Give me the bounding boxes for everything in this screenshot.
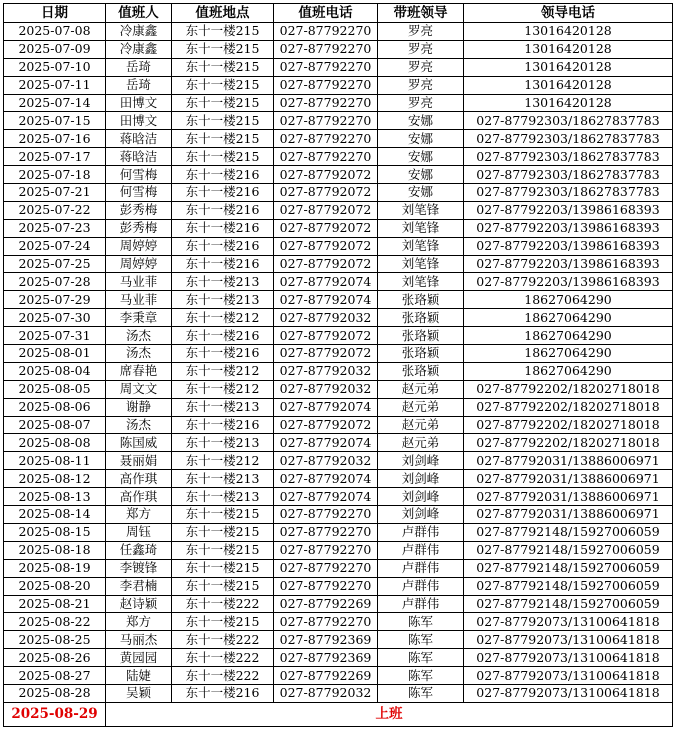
cell-duty-phone: 027-87792270	[274, 58, 378, 76]
cell-leader: 卢群伟	[378, 595, 464, 613]
table-row	[4, 559, 673, 577]
cell-duty-person: 聂丽娟	[106, 452, 172, 470]
cell-duty-phone: 027-87792369	[274, 631, 378, 649]
cell-date: 2025-07-21	[4, 184, 106, 202]
cell-date: 2025-08-12	[4, 470, 106, 488]
cell-leader: 张珞颖	[378, 362, 464, 380]
table-row	[4, 380, 673, 398]
cell-date: 2025-08-18	[4, 541, 106, 559]
cell-duty-person: 田博文	[106, 94, 172, 112]
cell-date: 2025-07-24	[4, 237, 106, 255]
cell-date: 2025-08-25	[4, 631, 106, 649]
cell-duty-location: 东十一楼213	[172, 273, 274, 291]
cell-leader-phone: 13016420128	[464, 23, 673, 41]
cell-duty-phone: 027-87792072	[274, 327, 378, 345]
cell-duty-location: 东十一楼212	[172, 380, 274, 398]
cell-date: 2025-07-16	[4, 130, 106, 148]
cell-duty-location: 东十一楼222	[172, 667, 274, 685]
cell-date: 2025-07-10	[4, 58, 106, 76]
cell-leader: 安娜	[378, 112, 464, 130]
cell-leader-phone: 027-87792203/13986168393	[464, 237, 673, 255]
cell-leader-phone: 027-87792031/13886006971	[464, 470, 673, 488]
cell-leader: 陈军	[378, 667, 464, 685]
table-row	[4, 201, 673, 219]
cell-leader-phone: 027-87792073/13100641818	[464, 667, 673, 685]
cell-duty-person: 汤杰	[106, 416, 172, 434]
cell-duty-location: 东十一楼216	[172, 166, 274, 184]
cell-duty-location: 东十一楼215	[172, 94, 274, 112]
cell-date: 2025-07-17	[4, 148, 106, 166]
cell-leader-phone: 027-87792031/13886006971	[464, 488, 673, 506]
cell-leader: 赵元弟	[378, 380, 464, 398]
cell-duty-person: 吴颖	[106, 684, 172, 702]
table-row	[4, 649, 673, 667]
cell-duty-location: 东十一楼215	[172, 40, 274, 58]
cell-duty-phone: 027-87792270	[274, 541, 378, 559]
cell-leader-phone: 027-87792148/15927006059	[464, 541, 673, 559]
cell-leader-phone: 027-87792202/18202718018	[464, 398, 673, 416]
header-duty-phone: 值班电话	[274, 4, 378, 23]
cell-leader-phone: 13016420128	[464, 94, 673, 112]
cell-duty-person: 李君楠	[106, 577, 172, 595]
cell-leader: 罗亮	[378, 40, 464, 58]
cell-leader: 刘笔锋	[378, 273, 464, 291]
cell-duty-phone: 027-87792270	[274, 523, 378, 541]
cell-duty-person: 郑方	[106, 506, 172, 524]
table-row	[4, 684, 673, 702]
cell-leader-phone: 13016420128	[464, 58, 673, 76]
table-row	[4, 523, 673, 541]
cell-leader-phone: 027-87792148/15927006059	[464, 595, 673, 613]
cell-duty-location: 东十一楼215	[172, 76, 274, 94]
header-leader: 带班领导	[378, 4, 464, 23]
cell-duty-location: 东十一楼215	[172, 559, 274, 577]
cell-leader: 赵元弟	[378, 398, 464, 416]
cell-date: 2025-08-21	[4, 595, 106, 613]
table-row	[4, 291, 673, 309]
cell-date: 2025-08-08	[4, 434, 106, 452]
table-row	[4, 237, 673, 255]
cell-leader-phone: 027-87792202/18202718018	[464, 434, 673, 452]
cell-duty-phone: 027-87792270	[274, 112, 378, 130]
cell-leader: 安娜	[378, 166, 464, 184]
cell-date: 2025-08-19	[4, 559, 106, 577]
cell-duty-location: 东十一楼215	[172, 148, 274, 166]
cell-leader-phone: 027-87792303/18627837783	[464, 130, 673, 148]
cell-date: 2025-08-22	[4, 613, 106, 631]
cell-duty-person: 马业菲	[106, 273, 172, 291]
cell-leader-phone: 027-87792148/15927006059	[464, 577, 673, 595]
table-row	[4, 309, 673, 327]
cell-duty-phone: 027-87792074	[274, 291, 378, 309]
cell-duty-phone: 027-87792032	[274, 684, 378, 702]
cell-duty-phone: 027-87792032	[274, 380, 378, 398]
cell-leader: 刘笔锋	[378, 201, 464, 219]
cell-duty-person: 彭秀梅	[106, 219, 172, 237]
cell-leader-phone: 027-87792202/18202718018	[464, 416, 673, 434]
cell-duty-location: 东十一楼216	[172, 684, 274, 702]
cell-duty-location: 东十一楼212	[172, 452, 274, 470]
cell-leader: 张珞颖	[378, 345, 464, 363]
cell-duty-person: 郑方	[106, 613, 172, 631]
table-row	[4, 94, 673, 112]
cell-date: 2025-07-09	[4, 40, 106, 58]
cell-duty-phone: 027-87792270	[274, 148, 378, 166]
cell-duty-person: 高作琪	[106, 470, 172, 488]
cell-leader: 卢群伟	[378, 541, 464, 559]
table-row	[4, 40, 673, 58]
cell-duty-phone: 027-87792074	[274, 398, 378, 416]
cell-duty-person: 黄园园	[106, 649, 172, 667]
cell-duty-phone: 027-87792074	[274, 273, 378, 291]
table-row	[4, 577, 673, 595]
cell-leader-phone: 027-87792203/13986168393	[464, 201, 673, 219]
cell-duty-person: 蒋晗洁	[106, 148, 172, 166]
cell-date: 2025-08-04	[4, 362, 106, 380]
cell-duty-person: 李秉章	[106, 309, 172, 327]
cell-duty-location: 东十一楼213	[172, 488, 274, 506]
cell-duty-person: 马丽杰	[106, 631, 172, 649]
cell-duty-location: 东十一楼215	[172, 577, 274, 595]
cell-duty-location: 东十一楼222	[172, 649, 274, 667]
cell-duty-phone: 027-87792032	[274, 309, 378, 327]
cell-duty-location: 东十一楼215	[172, 523, 274, 541]
cell-duty-phone: 027-87792270	[274, 76, 378, 94]
cell-leader: 陈军	[378, 631, 464, 649]
cell-leader-phone: 13016420128	[464, 40, 673, 58]
cell-duty-phone: 027-87792072	[274, 184, 378, 202]
cell-duty-person: 岳琦	[106, 58, 172, 76]
table-row	[4, 76, 673, 94]
cell-leader: 卢群伟	[378, 577, 464, 595]
cell-duty-person: 马业菲	[106, 291, 172, 309]
cell-duty-person: 李镀锋	[106, 559, 172, 577]
cell-date: 2025-07-18	[4, 166, 106, 184]
cell-duty-location: 东十一楼216	[172, 219, 274, 237]
footer-row	[4, 702, 673, 726]
cell-duty-phone: 027-87792269	[274, 595, 378, 613]
cell-date: 2025-07-22	[4, 201, 106, 219]
cell-duty-phone: 027-87792270	[274, 40, 378, 58]
header-date: 日期	[4, 4, 106, 23]
cell-leader: 张珞颖	[378, 309, 464, 327]
cell-date: 2025-08-15	[4, 523, 106, 541]
cell-leader-phone: 027-87792303/18627837783	[464, 166, 673, 184]
cell-leader-phone: 027-87792203/13986168393	[464, 273, 673, 291]
cell-leader-phone: 13016420128	[464, 76, 673, 94]
table-row	[4, 130, 673, 148]
table-row	[4, 166, 673, 184]
cell-leader: 刘剑峰	[378, 506, 464, 524]
cell-leader: 罗亮	[378, 58, 464, 76]
cell-duty-phone: 027-87792270	[274, 577, 378, 595]
cell-duty-location: 东十一楼215	[172, 541, 274, 559]
table-row	[4, 434, 673, 452]
cell-date: 2025-07-08	[4, 23, 106, 41]
cell-leader: 赵元弟	[378, 434, 464, 452]
cell-duty-person: 周钰	[106, 523, 172, 541]
cell-date: 2025-08-27	[4, 667, 106, 685]
footer-date: 2025-08-29	[4, 702, 106, 726]
cell-leader: 罗亮	[378, 76, 464, 94]
cell-duty-phone: 027-87792074	[274, 488, 378, 506]
table-row	[4, 255, 673, 273]
cell-duty-phone: 027-87792072	[274, 166, 378, 184]
cell-duty-location: 东十一楼212	[172, 362, 274, 380]
cell-date: 2025-08-01	[4, 345, 106, 363]
table-row	[4, 416, 673, 434]
table-row	[4, 23, 673, 41]
cell-leader: 陈军	[378, 613, 464, 631]
cell-duty-location: 东十一楼216	[172, 201, 274, 219]
cell-duty-phone: 027-87792072	[274, 255, 378, 273]
cell-leader: 刘剑峰	[378, 488, 464, 506]
cell-leader-phone: 027-87792203/13986168393	[464, 255, 673, 273]
header-duty-person: 值班人	[106, 4, 172, 23]
cell-duty-phone: 027-87792032	[274, 452, 378, 470]
schedule-rows	[4, 23, 673, 703]
cell-leader-phone: 18627064290	[464, 327, 673, 345]
table-row	[4, 398, 673, 416]
cell-duty-person: 何雪梅	[106, 184, 172, 202]
cell-duty-person: 周文文	[106, 380, 172, 398]
cell-leader: 卢群伟	[378, 559, 464, 577]
cell-leader: 陈军	[378, 649, 464, 667]
cell-leader-phone: 18627064290	[464, 309, 673, 327]
cell-date: 2025-07-25	[4, 255, 106, 273]
header-duty-location: 值班地点	[172, 4, 274, 23]
cell-leader-phone: 027-87792303/18627837783	[464, 184, 673, 202]
cell-leader: 张珞颖	[378, 327, 464, 345]
duty-schedule-table	[3, 3, 673, 727]
cell-leader-phone: 027-87792148/15927006059	[464, 523, 673, 541]
cell-date: 2025-07-23	[4, 219, 106, 237]
cell-duty-person: 赵诗颖	[106, 595, 172, 613]
cell-duty-person: 高作琪	[106, 488, 172, 506]
cell-leader: 刘笔锋	[378, 255, 464, 273]
cell-duty-person: 陈国威	[106, 434, 172, 452]
table-row	[4, 613, 673, 631]
table-row	[4, 184, 673, 202]
cell-leader-phone: 18627064290	[464, 345, 673, 363]
cell-duty-location: 东十一楼215	[172, 112, 274, 130]
cell-duty-location: 东十一楼222	[172, 631, 274, 649]
cell-leader: 安娜	[378, 148, 464, 166]
table-row	[4, 595, 673, 613]
cell-leader: 卢群伟	[378, 523, 464, 541]
cell-duty-person: 周婷婷	[106, 255, 172, 273]
cell-duty-phone: 027-87792074	[274, 470, 378, 488]
cell-duty-location: 东十一楼216	[172, 184, 274, 202]
cell-duty-location: 东十一楼215	[172, 130, 274, 148]
cell-duty-person: 冷康鑫	[106, 40, 172, 58]
cell-leader-phone: 027-87792202/18202718018	[464, 380, 673, 398]
cell-duty-person: 冷康鑫	[106, 23, 172, 41]
cell-leader: 安娜	[378, 130, 464, 148]
cell-duty-phone: 027-87792270	[274, 506, 378, 524]
cell-duty-person: 席春艳	[106, 362, 172, 380]
cell-date: 2025-08-14	[4, 506, 106, 524]
cell-duty-phone: 027-87792074	[274, 434, 378, 452]
cell-duty-location: 东十一楼222	[172, 595, 274, 613]
cell-duty-location: 东十一楼216	[172, 416, 274, 434]
cell-duty-phone: 027-87792072	[274, 345, 378, 363]
cell-leader: 刘笔锋	[378, 237, 464, 255]
header-leader-phone: 领导电话	[464, 4, 673, 23]
cell-duty-phone: 027-87792369	[274, 649, 378, 667]
cell-leader-phone: 027-87792303/18627837783	[464, 112, 673, 130]
cell-duty-person: 汤杰	[106, 345, 172, 363]
cell-duty-location: 东十一楼213	[172, 398, 274, 416]
cell-duty-location: 东十一楼216	[172, 237, 274, 255]
cell-duty-phone: 027-87792270	[274, 94, 378, 112]
cell-duty-phone: 027-87792072	[274, 219, 378, 237]
cell-date: 2025-08-28	[4, 684, 106, 702]
table-row	[4, 452, 673, 470]
table-row	[4, 112, 673, 130]
cell-leader: 罗亮	[378, 23, 464, 41]
table-row	[4, 667, 673, 685]
cell-leader: 刘剑峰	[378, 470, 464, 488]
table-row	[4, 541, 673, 559]
cell-leader: 赵元弟	[378, 416, 464, 434]
cell-duty-location: 东十一楼213	[172, 470, 274, 488]
cell-date: 2025-07-29	[4, 291, 106, 309]
cell-duty-person: 田博文	[106, 112, 172, 130]
cell-duty-location: 东十一楼213	[172, 434, 274, 452]
header-row	[4, 4, 673, 23]
cell-duty-phone: 027-87792270	[274, 23, 378, 41]
table-row	[4, 58, 673, 76]
cell-duty-location: 东十一楼215	[172, 506, 274, 524]
cell-duty-phone: 027-87792072	[274, 201, 378, 219]
cell-duty-phone: 027-87792270	[274, 613, 378, 631]
cell-date: 2025-07-15	[4, 112, 106, 130]
cell-leader-phone: 027-87792073/13100641818	[464, 613, 673, 631]
cell-duty-person: 周婷婷	[106, 237, 172, 255]
cell-duty-person: 彭秀梅	[106, 201, 172, 219]
cell-duty-person: 岳琦	[106, 76, 172, 94]
cell-leader-phone: 027-87792073/13100641818	[464, 649, 673, 667]
cell-duty-phone: 027-87792270	[274, 130, 378, 148]
cell-duty-location: 东十一楼213	[172, 291, 274, 309]
cell-leader-phone: 18627064290	[464, 362, 673, 380]
cell-leader-phone: 027-87792031/13886006971	[464, 506, 673, 524]
cell-leader-phone: 027-87792073/13100641818	[464, 631, 673, 649]
cell-duty-location: 东十一楼215	[172, 23, 274, 41]
cell-date: 2025-08-05	[4, 380, 106, 398]
cell-date: 2025-07-30	[4, 309, 106, 327]
table-row	[4, 506, 673, 524]
cell-date: 2025-08-11	[4, 452, 106, 470]
cell-duty-person: 任鑫琦	[106, 541, 172, 559]
cell-leader: 刘剑峰	[378, 452, 464, 470]
cell-date: 2025-07-31	[4, 327, 106, 345]
cell-leader-phone: 027-87792203/13986168393	[464, 219, 673, 237]
cell-date: 2025-08-06	[4, 398, 106, 416]
table-row	[4, 273, 673, 291]
footer-note: 上班	[106, 702, 673, 726]
cell-duty-phone: 027-87792032	[274, 362, 378, 380]
cell-leader: 刘笔锋	[378, 219, 464, 237]
cell-duty-phone: 027-87792270	[274, 559, 378, 577]
cell-date: 2025-08-07	[4, 416, 106, 434]
table-row	[4, 470, 673, 488]
duty-schedule	[3, 3, 673, 727]
cell-duty-phone: 027-87792269	[274, 667, 378, 685]
cell-date: 2025-07-14	[4, 94, 106, 112]
table-row	[4, 488, 673, 506]
table-row	[4, 327, 673, 345]
cell-date: 2025-08-20	[4, 577, 106, 595]
cell-leader-phone: 027-87792303/18627837783	[464, 148, 673, 166]
table-row	[4, 219, 673, 237]
cell-duty-person: 蒋晗洁	[106, 130, 172, 148]
cell-leader-phone: 18627064290	[464, 291, 673, 309]
cell-duty-person: 何雪梅	[106, 166, 172, 184]
cell-duty-location: 东十一楼212	[172, 309, 274, 327]
table-row	[4, 362, 673, 380]
table-row	[4, 631, 673, 649]
cell-leader: 张珞颖	[378, 291, 464, 309]
cell-duty-person: 谢静	[106, 398, 172, 416]
cell-duty-location: 东十一楼215	[172, 613, 274, 631]
cell-leader: 罗亮	[378, 94, 464, 112]
cell-duty-person: 汤杰	[106, 327, 172, 345]
cell-duty-phone: 027-87792072	[274, 237, 378, 255]
cell-duty-person: 陆婕	[106, 667, 172, 685]
cell-date: 2025-07-28	[4, 273, 106, 291]
cell-date: 2025-07-11	[4, 76, 106, 94]
cell-date: 2025-08-13	[4, 488, 106, 506]
cell-leader-phone: 027-87792148/15927006059	[464, 559, 673, 577]
cell-leader: 陈军	[378, 684, 464, 702]
table-row	[4, 148, 673, 166]
cell-leader: 安娜	[378, 184, 464, 202]
cell-duty-phone: 027-87792072	[274, 416, 378, 434]
cell-leader-phone: 027-87792031/13886006971	[464, 452, 673, 470]
cell-duty-location: 东十一楼216	[172, 345, 274, 363]
cell-duty-location: 东十一楼215	[172, 58, 274, 76]
cell-duty-location: 东十一楼216	[172, 327, 274, 345]
cell-date: 2025-08-26	[4, 649, 106, 667]
table-row	[4, 345, 673, 363]
cell-leader-phone: 027-87792073/13100641818	[464, 684, 673, 702]
cell-duty-location: 东十一楼216	[172, 255, 274, 273]
